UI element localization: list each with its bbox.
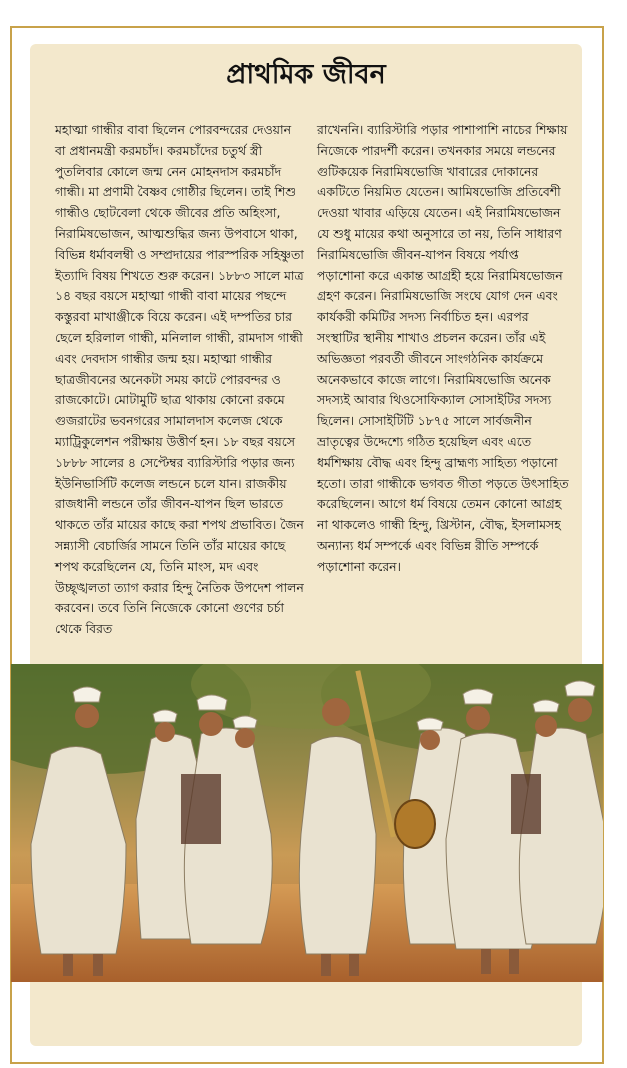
body-text-right-column: রাখেননি। ব্যারিস্টারি পড়ার পাশাপাশি নাচের শিক্ষায় নিজেকে পারদর্শী করেন। তখনকার সময়ে লন্ডনের গুটিকয়েক নিরামিষভোজি খাবারের দোকানের একটিতে নিয়মিত যেতেন। আমিষভোজি প্রতিবেশী দেওয়া খাবার এড়িয়ে যেতেন। এই নিরামিষভোজন যে শুধু মায়ের কথা অনুসারে তা নয়, তিনি সাধারণ নিরামিষভোজি জীবন-যাপন বিষয়ে পর্যাপ্ত পড়াশোনা করে একান্ত আগ্রহী হয়ে নিরামিষভোজন গ্রহণ করেন। নিরামিষভোজি সংঘে যোগ দেন এবং কার্যকরী কমিটির সদস্য নির্বাচিত হন। এরপর সংস্থাটির স্থানীয় শাখাও প্রচলন করেন। তাঁর এই অভিজ্ঞতা পরবর্তী জীবনে সাংগঠনিক কার্যক্রমে অনেকভাবে কাজে লাগে। নিরামিষভোজি অনেক সদস্যই আবার থিওসোফিক্যাল সোসাইটির সদস্য ছিলেন। সোসাইটিটি ১৮৭৫ সালে সার্বজনীন ভ্রাতৃত্বের উদ্দেশ্যে গঠিত হয়েছিল এবং এতে ধর্মশিক্ষায় বৌদ্ধ এবং হিন্দু ব্রাহ্মণ্য সাহিত্য পড়ানো হতো। তারা গান্ধীকে ভগবত গীতা পড়তে উৎসাহিত করেছিলেন। আগে ধর্ম বিষয়ে তেমন কোনো আগ্রহ না থাকলেও গান্ধী হিন্দু, খ্রিস্টান, বৌদ্ধ, ইসলামসহ অন্যান্য ধর্ম সম্পর্কে এবং বিভিন্ন রীতি সম্পর্কে পড়াশোনা করেন। [317, 122, 569, 574]
salt-march-painting [11, 664, 603, 982]
page-title: প্রাথমিক জীবন [226, 59, 386, 90]
body-text-left-column: মহাত্মা গান্ধীর বাবা ছিলেন পোরবন্দরের দেওয়ান বা প্রধানমন্ত্রী করমচাঁদ। করমচাঁদের চতুর্থ স্ত্রী পুতলিবার কোলে জন্ম নেন মোহনদাস করমচাঁদ গান্ধী। মা প্রণামী বৈষ্ণব গোষ্ঠীর ছিলেন। তাই শিশু গান্ধীও ছোটবেলা থেকে জীবের প্রতি অহিংসা, নিরামিষভোজন, আত্মশুদ্ধির জন্য উপবাসে থাকা, বিভিন্ন ধর্মাবলম্বী ও সম্প্রদায়ের পারস্পরিক সহিষ্ণুতা ইত্যাদি বিষয় শিখতে শুরু করেন। ১৮৮৩ সালে মাত্র ১৪ বছর বয়সে মহাত্মা গান্ধী বাবা মায়ের পছন্দে কস্তুরবা মাখাঞ্জীকে বিয়ে করেন। এই দম্পতির চার ছেলে হরিলাল গান্ধী, মনিলাল গান্ধী, রামদাস গান্ধী এবং দেবদাস গান্ধীর জন্ম হয়। মহাত্মা গান্ধীর ছাত্রজীবনের অনেকটা সময় কাটে পোরবন্দর ও রাজকোটে। মোটামুটি ছাত্র থাকায় কোনো রকমে গুজরাটের ভবনগরের সামালদাস কলেজ থেকে ম্যাট্রিকুলেশন পরীক্ষায় উত্তীর্ণ হন। ১৮ বছর বয়সে ১৮৮৮ সালের ৪ সেপ্টেম্বর ব্যারিস্টারি পড়ার জন্য ইউনিভার্সিটি কলেজ লন্ডনে চলে যান। রাজকীয় রাজধানী লন্ডনে তাঁর জীবন-যাপন ছিল ভারতে থাকতে তাঁর মায়ের কাছে করা শপথ প্রভাবিত। জৈন সন্ন্যাসী বেচার্জির সামনে তিনি তাঁর মায়ের কাছে শপথ করেছিলেন যে, তিনি মাংস, মদ এবং উচ্ছৃঙ্খলতা ত্যাগ করার হিন্দু নৈতিক উপদেশ পালন করবেন। তবে তিনি নিজেকে কোনো গুণের চর্চা থেকে বিরত [55, 122, 304, 637]
